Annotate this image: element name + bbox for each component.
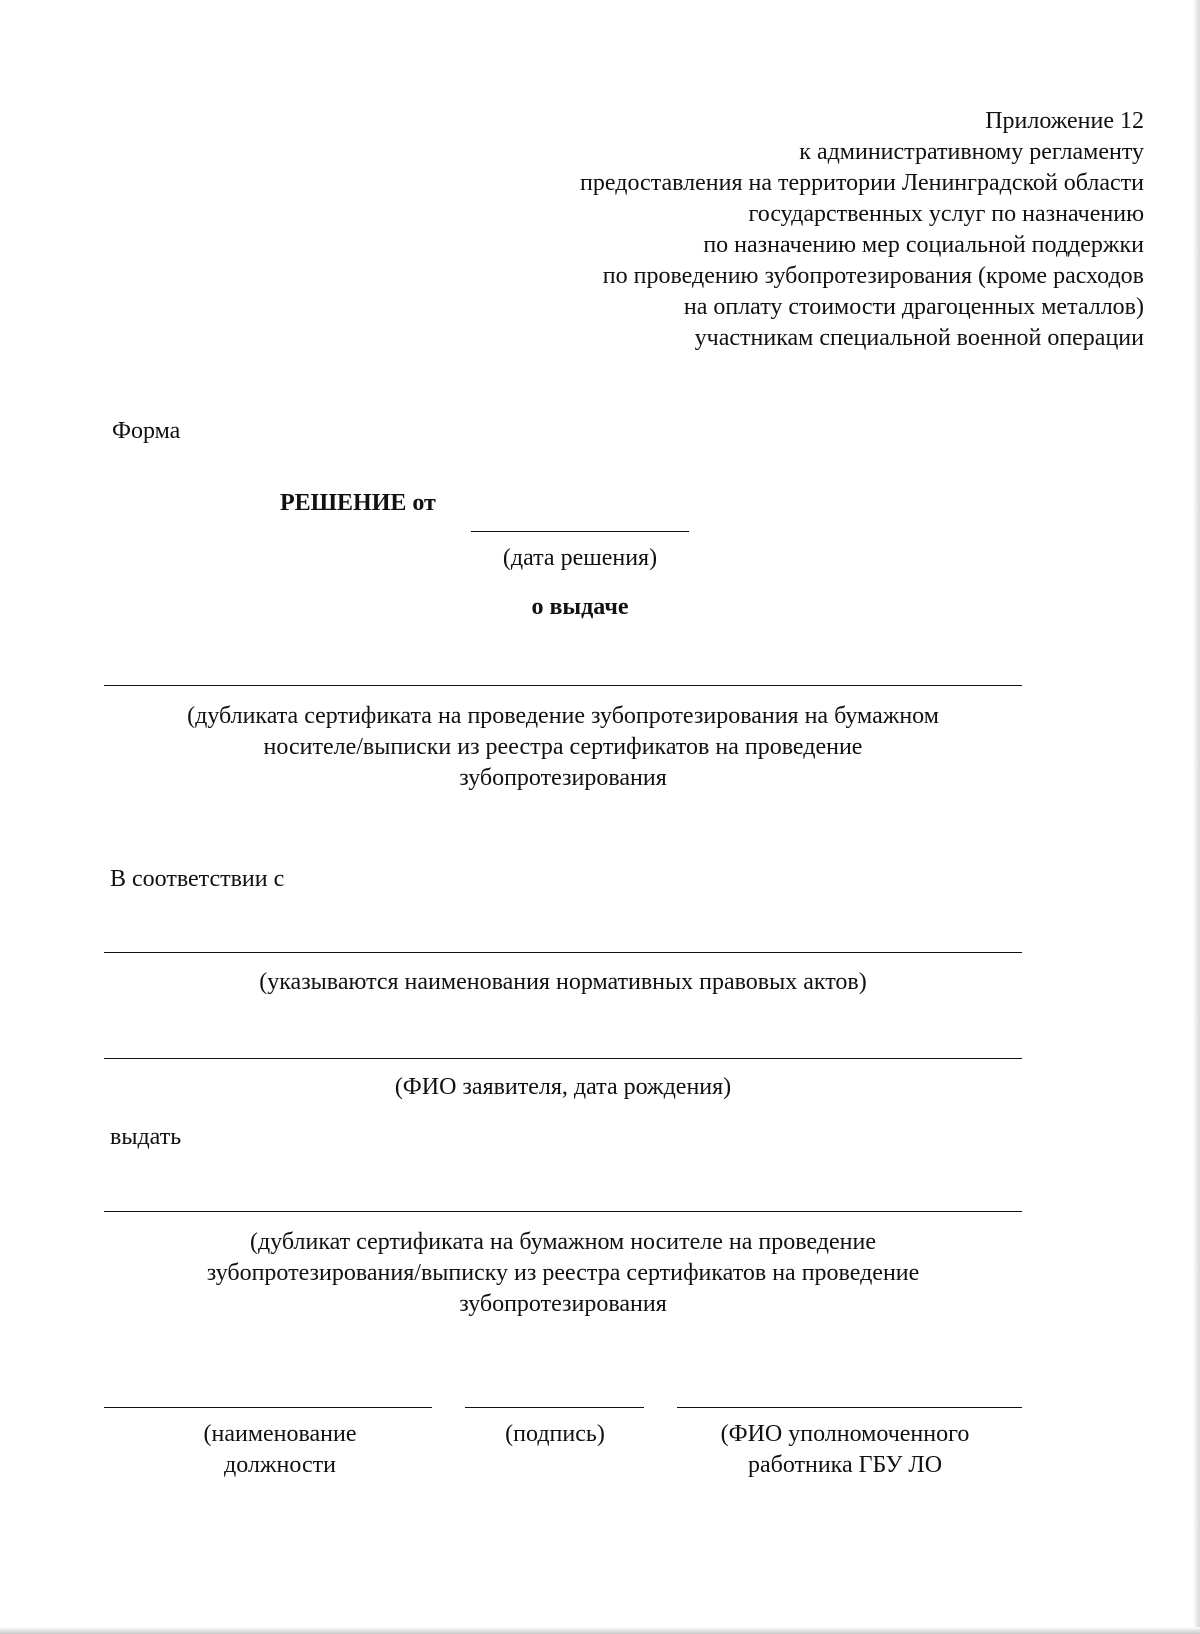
position-field-line [104,1407,432,1408]
applicant-field-line [104,1058,1022,1059]
official-name-caption [670,1419,1020,1481]
form-label: Форма [112,418,181,444]
caption-line: зубопротезирования/выписку из реестра сертификатов на проведение [206,1260,920,1286]
appendix-line: участникам специальной военной операции [694,325,1144,351]
issued-document-field-line [104,1211,1022,1212]
appendix-line: на оплату стоимости драгоценных металлов) [683,294,1144,320]
signature-caption [455,1419,655,1450]
caption-line: носителе/выписки из реестра сертификатов на проведение [263,734,863,760]
applicant-caption: (ФИО заявителя, дата рождения) [394,1074,732,1100]
decision-date-field-line [471,531,689,532]
legal-acts-field-line [104,952,1022,953]
appendix-line: предоставления на территории Ленинградской области [580,170,1144,196]
decision-title: РЕШЕНИЕ от [280,490,436,516]
caption-line: зубопротезирования [459,1291,667,1317]
caption-line: (дубликат сертификата на бумажном носителе на проведение [250,1229,876,1255]
scan-right-edge [1193,0,1200,1634]
caption-line: работника ГБУ ЛО [747,1452,943,1478]
legal-acts-caption: (указываются наименования нормативных правовых актов) [259,969,867,995]
issue-label: выдать [110,1124,182,1150]
position-caption [130,1419,430,1481]
duplicate-type-caption [104,701,1022,794]
caption-line: (подпись) [505,1421,605,1447]
accordance-label: В соответствии с [110,866,285,892]
caption-line: (наименование [203,1421,357,1447]
decision-subject: о выдаче [531,594,629,620]
official-name-field-line [677,1407,1022,1408]
appendix-line: Приложение 12 [985,108,1144,134]
caption-line: (дубликата сертификата на проведение зубопротезирования на бумажном [187,703,939,729]
signature-field-line [465,1407,644,1408]
duplicate-type-field-line [104,685,1022,686]
decision-date-caption: (дата решения) [502,545,658,571]
appendix-line: государственных услуг по назначению [748,201,1144,227]
caption-line: зубопротезирования [459,765,667,791]
appendix-line: по назначению мер социальной поддержки [703,232,1144,258]
appendix-line: к административному регламенту [799,139,1144,165]
appendix-line: по проведению зубопротезирования (кроме расходов [602,263,1144,289]
issued-document-caption [104,1227,1022,1320]
appendix-header [400,106,1144,354]
caption-line: (ФИО уполномоченного [720,1421,970,1447]
scan-bottom-edge [0,1627,1200,1634]
caption-line: должности [224,1452,336,1478]
